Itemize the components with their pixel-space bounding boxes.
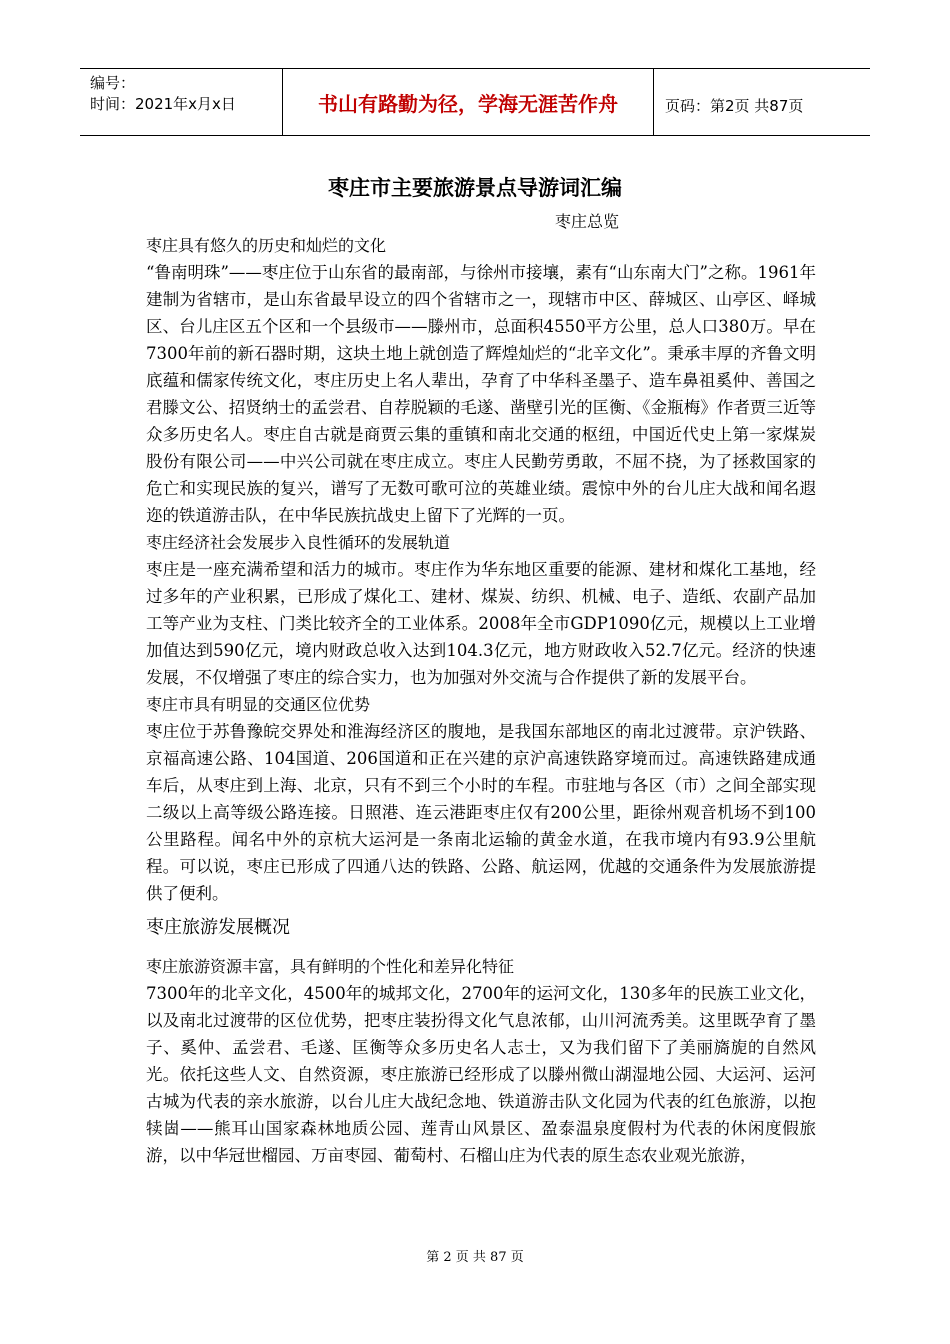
header-motto: 书山有路勤为径，学海无涯苦作舟 <box>282 69 654 135</box>
document-title: 枣庄市主要旅游景点导游词汇编 <box>328 175 622 200</box>
section-heading-tourism: 枣庄旅游发展概况 <box>146 917 290 938</box>
page-header <box>80 68 870 136</box>
paragraph-history: “鲁南明珠”——枣庄位于山东省的最南部，与徐州市接壤，素有“山东南大门”之称。1961年建制为省辖市，是山东省最早设立的四个省辖市之一，现辖市中区、薛城区、山亭区、峄城区、台儿庄区五个区和一个县级市——滕州市，总面积4550平方公里，总人口380万。早在7300年前的新石器时期，这块土地上就创造了辉煌灿烂的“北辛文化”。秉承丰厚的齐鲁文明底蕴和儒家传统文化，枣庄历史上名人辈出，孕育了中华科圣墨子、造车鼻祖奚仲、善国之君滕文公、招贤纳士的孟尝君、自荐脱颖的毛遂、凿壁引光的匡衡、《金瓶梅》作者贾三近等众多历史名人。枣庄自古就是商贾云集的重镇和南北交通的枢纽，中国近代史上第一家煤炭股份有限公司——中兴公司就在枣庄成立。枣庄人民勤劳勇敢，不屈不挠，为了拯救国家的危亡和实现民族的复兴，谱写了无数可歌可泣的英雄业绩。震惊中外的台儿庄大战和闻名遐迩的铁道游击队，在中华民族抗战史上留下了光辉的一页。 <box>146 263 816 525</box>
header-meta <box>90 73 236 115</box>
doc-date-label: 时间：2021年x月x日 <box>90 95 236 113</box>
section-heading-economy: 枣庄经济社会发展步入良性循环的发展轨道 <box>146 533 451 552</box>
page-footer: 第 2 页 共 87 页 <box>426 1250 524 1265</box>
doc-number-label: 编号： <box>90 74 136 92</box>
header-page-info: 页码：第2页 共87页 <box>665 97 804 115</box>
paragraph-economy: 枣庄是一座充满希望和活力的城市。枣庄作为华东地区重要的能源、建材和煤化工基地，经过多年的产业积累，已形成了煤化工、建材、煤炭、纺织、机械、电子、造纸、农副产品加工等产业为支柱、门类比较齐全的工业体系。2008年全市GDP1090亿元，规模以上工业增加值达到590亿元，境内财政总收入达到104.3亿元，地方财政收入52.7亿元。经济的快速发展，不仅增强了枣庄的综合实力，也为加强对外交流与合作提供了新的发展平台。 <box>146 560 816 687</box>
document-subtitle: 枣庄总览 <box>555 212 620 231</box>
document-body <box>146 232 816 1169</box>
section-heading-transport: 枣庄市具有明显的交通区位优势 <box>146 695 371 714</box>
paragraph-resources: 7300年的北辛文化，4500年的城邦文化，2700年的运河文化，130多年的民族工业文化，以及南北过渡带的区位优势，把枣庄装扮得文化气息浓郁，山川河流秀美。这里既孕育了墨子、奚仲、孟尝君、毛遂、匡衡等众多历史名人志士，又为我们留下了美丽旖旎的自然风光。依托这些人文、自然资源，枣庄旅游已经形成了以滕州微山湖湿地公园、大运河、运河古城为代表的亲水旅游，以台儿庄大战纪念地、铁道游击队文化园为代表的红色旅游，以抱犊崮——熊耳山国家森林地质公园、莲青山风景区、盈泰温泉度假村为代表的休闲度假旅游，以中华冠世榴园、万亩枣园、葡萄村、石榴山庄为代表的原生态农业观光旅游， <box>146 984 816 1165</box>
paragraph-transport: 枣庄位于苏鲁豫皖交界处和淮海经济区的腹地，是我国东部地区的南北过渡带。京沪铁路、京福高速公路、104国道、206国道和正在兴建的京沪高速铁路穿境而过。高速铁路建成通车后，从枣庄到上海、北京，只有不到三个小时的车程。市驻地与各区（市）之间全部实现二级以上高等级公路连接。日照港、连云港距枣庄仅有200公里，距徐州观音机场不到100公里路程。闻名中外的京杭大运河是一条南北运输的黄金水道，在我市境内有93.9公里航程。可以说，枣庄已形成了四通八达的铁路、公路、航运网，优越的交通条件为发展旅游提供了便利。 <box>146 722 816 903</box>
section-heading-resources: 枣庄旅游资源丰富，具有鲜明的个性化和差异化特征 <box>146 957 515 976</box>
section-heading-history: 枣庄具有悠久的历史和灿烂的文化 <box>146 236 387 255</box>
